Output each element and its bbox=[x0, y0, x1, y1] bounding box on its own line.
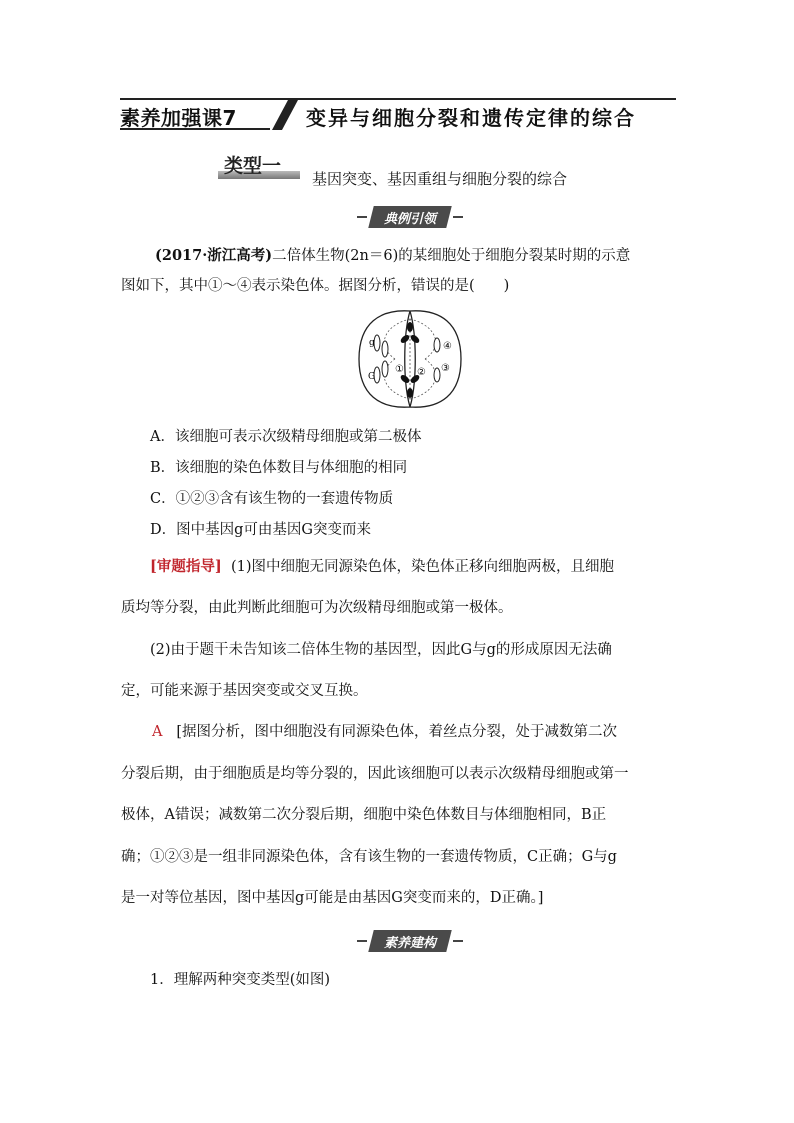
answer-letter: A bbox=[152, 724, 163, 740]
question-line-1 bbox=[155, 246, 630, 266]
answer-line-5: 是一对等位基因，图中基因g可能是由基因G突变而来的，D正确。] bbox=[121, 890, 544, 906]
guide-line-4: 定，可能来源于基因突变或交叉互换。 bbox=[121, 683, 368, 699]
figure-label-g: g bbox=[369, 338, 375, 348]
section-label-example: 典例引领 bbox=[365, 206, 455, 228]
question-line-2: 图如下，其中①～④表示染色体。据图分析，错误的是( ) bbox=[121, 278, 510, 294]
header-slash-icon bbox=[270, 98, 300, 132]
type-badge-label: 类型一 bbox=[224, 155, 282, 177]
question-source: (2017·浙江高考) bbox=[155, 247, 273, 264]
figure-label-4: ④ bbox=[443, 341, 452, 352]
figure-label-3: ③ bbox=[441, 363, 450, 374]
answer-line-1-text: [据图分析，图中细胞没有同源染色体，着丝点分裂，处于减数第二次 bbox=[176, 724, 617, 740]
point-1: 1．理解两种突变类型(如图) bbox=[150, 972, 331, 988]
figure-label-G: G bbox=[368, 372, 376, 382]
type-badge bbox=[218, 153, 300, 179]
header-topic-title: 变异与细胞分裂和遗传定律的综合 bbox=[306, 106, 636, 130]
figure-label-2: ② bbox=[417, 367, 426, 378]
chapter-header bbox=[120, 98, 676, 132]
header-lesson-label: 素养加强课7 bbox=[120, 106, 237, 130]
type-title: 基因突变、基因重组与细胞分裂的综合 bbox=[312, 170, 568, 188]
guide-line-2: 质均等分裂，由此判断此细胞可为次级精母细胞或第一极体。 bbox=[121, 600, 513, 616]
answer-line-3: 极体，A错误；减数第二次分裂后期，细胞中染色体数目与体细胞相同，B正 bbox=[121, 807, 607, 823]
option-b: B．该细胞的染色体数目与体细胞的相同 bbox=[150, 460, 408, 476]
option-d: D．图中基因g可由基因G突变而来 bbox=[150, 522, 371, 538]
section-label-build: 素养建构 bbox=[365, 930, 455, 952]
option-a: A．该细胞可表示次级精母细胞或第二极体 bbox=[150, 429, 422, 445]
answer-line-4: 确；①②③是一组非同源染色体，含有该生物的一套遗传物质，C正确；G与g bbox=[121, 849, 617, 865]
guide-line-1 bbox=[150, 557, 614, 577]
guide-line-3: (2)由于题干未告知该二倍体生物的基因型，因此G与g的形成原因无法确 bbox=[150, 642, 612, 658]
cell-division-diagram bbox=[355, 305, 465, 413]
guide-line-1-text: (1)图中细胞无同源染色体，染色体正移向细胞两极，且细胞 bbox=[230, 559, 614, 575]
figure-label-1: ① bbox=[395, 364, 404, 375]
answer-line-1 bbox=[152, 722, 617, 742]
header-rule-top bbox=[120, 98, 676, 100]
answer-line-2: 分裂后期，由于细胞质是均等分裂的，因此该细胞可以表示次级精母细胞或第一 bbox=[121, 766, 629, 782]
guide-label: [审题指导] bbox=[150, 558, 222, 575]
question-line-1-text: 二倍体生物(2n＝6)的某细胞处于细胞分裂某时期的示意 bbox=[272, 248, 631, 264]
option-c: C．①②③含有该生物的一套遗传物质 bbox=[150, 491, 394, 507]
